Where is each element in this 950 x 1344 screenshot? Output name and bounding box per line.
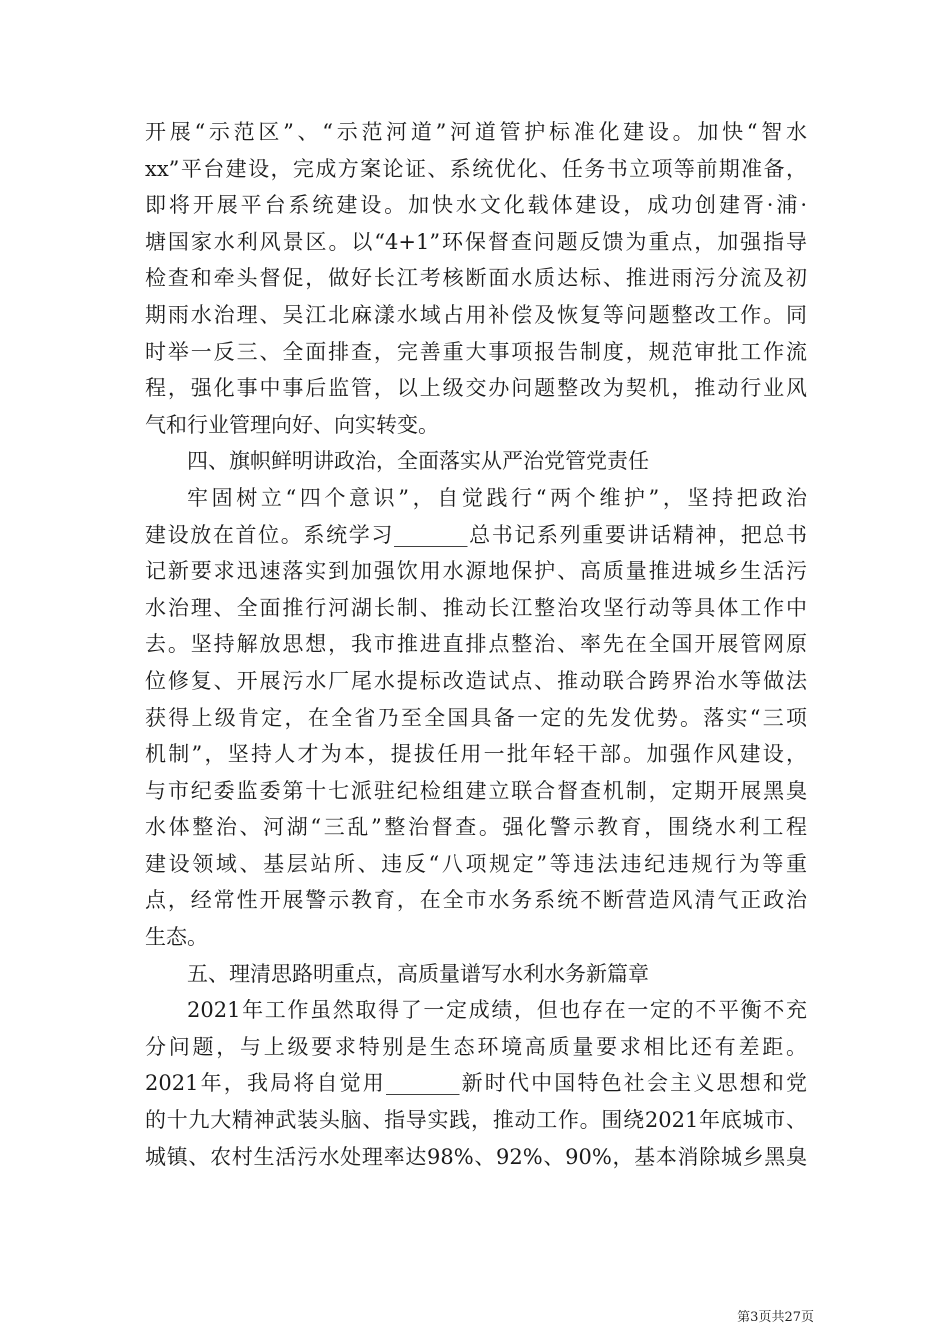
text-line: 生态。: [145, 925, 208, 950]
text-line: 程，强化事中事后监管，以上级交办问题整改为契机，推动行业风: [145, 376, 807, 401]
text-line: 2021年工作虽然取得了一定成绩，但也存在一定的不平衡不充: [187, 998, 807, 1023]
text-line: 位修复、开展污水厂尾水提标改造试点、推动联合跨界治水等做法: [145, 668, 807, 693]
text-line: 与市纪委监委第十七派驻纪检组建立联合督查机制，定期开展黑臭: [145, 778, 807, 803]
text-line: xx”平台建设，完成方案论证、系统优化、任务书立项等前期准备，: [145, 156, 807, 181]
text-line: 水治理、全面推行河湖长制、推动长江整治攻坚行动等具体工作中: [145, 595, 807, 620]
section-heading-5: 五、理清思路明重点，高质量谱写水利水务新篇章: [187, 961, 649, 986]
text-line: 即将开展平台系统建设。加快水文化载体建设，成功创建胥·浦·: [145, 193, 807, 218]
text-line: 点，经常性开展警示教育，在全市水务系统不断营造风清气正政治: [145, 888, 807, 913]
text-line: 牢固树立“四个意识”，自觉践行“两个维护”，坚持把政治: [187, 485, 807, 510]
text-line: 水体整治、河湖“三乱”整治督查。强化警示教育，围绕水利工程: [145, 815, 807, 840]
text-line: 检查和牵头督促，做好长江考核断面水质达标、推进雨污分流及初: [145, 266, 807, 291]
text-line: 开展“示范区”、“示范河道”河道管护标准化建设。加快“智水: [145, 120, 807, 144]
text-line: 时举一反三、全面排查，完善重大事项报告制度，规范审批工作流: [145, 339, 807, 364]
text-line: 塘国家水利风景区。以“4+1”环保督查问题反馈为重点，加强指导: [145, 229, 807, 254]
text-line: 建设领域、基层站所、违反“八项规定”等违法违纪违规行为等重: [145, 851, 807, 876]
text-line: 分问题，与上级要求特别是生态环境高质量要求相比还有差距。: [145, 1034, 807, 1059]
text-line: 机制”，坚持人才为本，提拔任用一批年轻干部。加强作风建设，: [145, 742, 807, 767]
text-line: 去。坚持解放思想，我市推进直排点整治、率先在全国开展管网原: [145, 632, 807, 657]
text-line: 城镇、农村生活污水处理率达98%、92%、90%，基本消除城乡黑臭: [145, 1144, 807, 1169]
text-line: 获得上级肯定，在全省乃至全国具备一定的先发优势。落实“三项: [145, 705, 807, 730]
text-line: 期雨水治理、吴江北麻漾水域占用补偿及恢复等问题整改工作。同: [145, 302, 807, 327]
document-body: [145, 114, 807, 1175]
text-line: 建设放在首位。系统学习_______总书记系列重要讲话精神，把总书: [145, 522, 807, 547]
text-line: 记新要求迅速落实到加强饮用水源地保护、高质量推进城乡生活污: [145, 559, 807, 584]
text-line: 的十九大精神武装头脑、指导实践，推动工作。围绕2021年底城市、: [145, 1108, 807, 1133]
text-line: 气和行业管理向好、向实转变。: [145, 412, 439, 437]
section-heading-4: 四、旗帜鲜明讲政治，全面落实从严治党管党责任: [187, 449, 649, 474]
text-line: 2021年，我局将自觉用_______新时代中国特色社会主义思想和党: [145, 1071, 807, 1096]
page-number-footer: 第3页共27页: [737, 1310, 814, 1325]
